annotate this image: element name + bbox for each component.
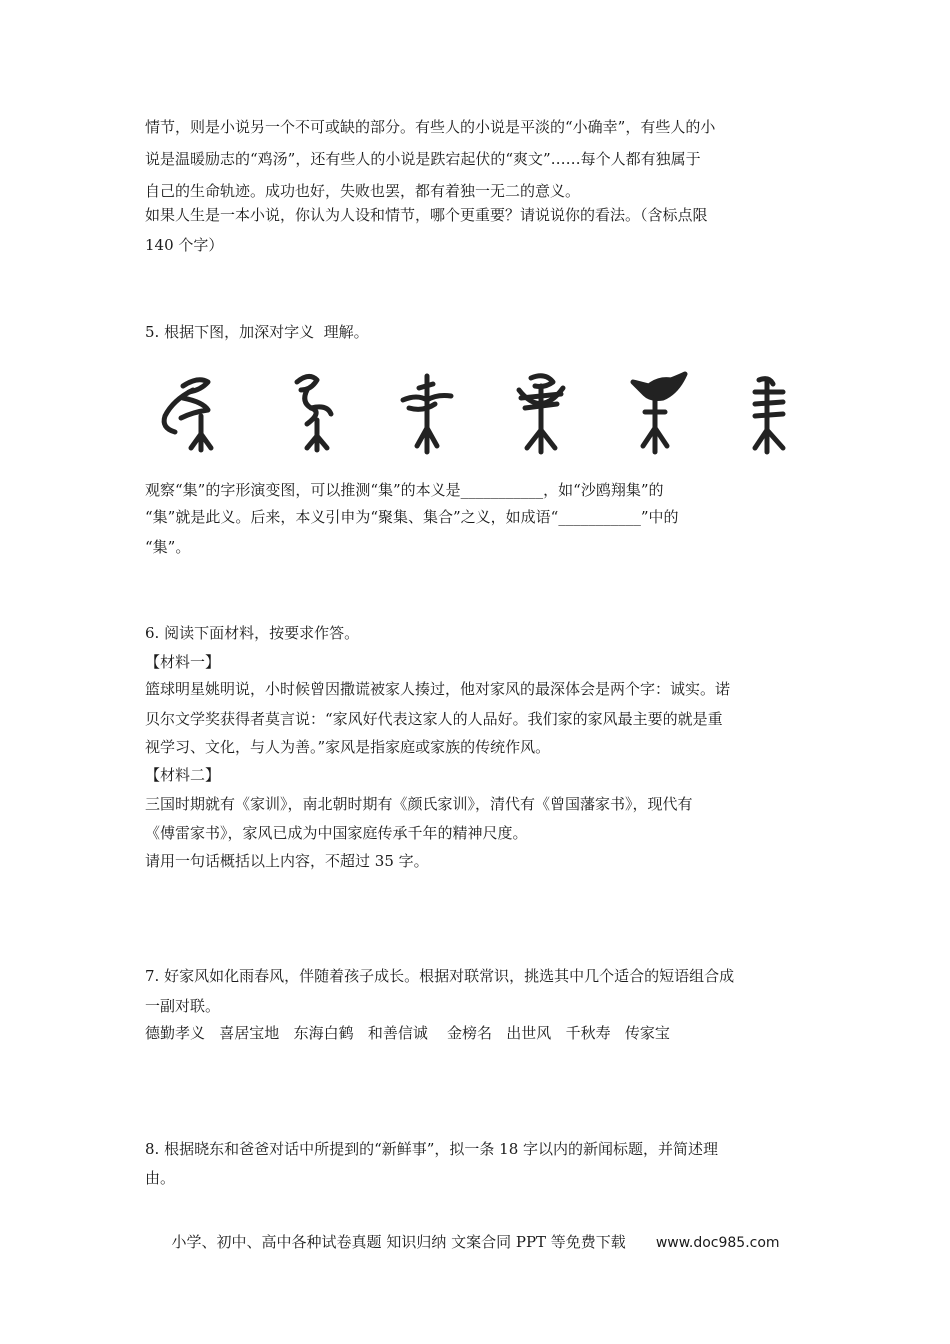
question-5-text: 观察“集”的字形演变图，可以推测“集”的本义是___________，如“沙鸥翔集”的 bbox=[145, 481, 664, 499]
material-2-heading: 【材料二】 bbox=[145, 766, 221, 784]
passage-line: 说是温暖励志的“鸡汤”，还有些人的小说是跌宕起伏的“爽文”……每个人都有独属于 bbox=[145, 150, 701, 168]
material-1-text: 视学习、文化，与人为善。”家风是指家庭或家族的传统作风。 bbox=[145, 738, 551, 756]
question-5-text: “集”就是此义。后来，本义引申为“聚集、集合”之义，如成语“___________”中的 bbox=[145, 508, 679, 526]
glyph-4-icon bbox=[501, 368, 581, 458]
footer-site-link[interactable]: www.doc985.com bbox=[655, 1235, 780, 1251]
glyph-1-icon bbox=[153, 368, 233, 458]
question-6-title: 6. 阅读下面材料，按要求作答。 bbox=[145, 624, 360, 642]
question-7-text: 一副对联。 bbox=[145, 997, 221, 1015]
question-prompt: 140 个字） bbox=[145, 236, 224, 254]
glyph-5-icon bbox=[619, 368, 699, 458]
material-1-text: 贝尔文学奖获得者莫言说：“家风好代表这家人的人品好。我们家的家风最主要的就是重 bbox=[145, 710, 723, 728]
passage-line: 情节，则是小说另一个不可或缺的部分。有些人的小说是平淡的“小确幸”，有些人的小 bbox=[145, 118, 716, 136]
material-1-heading: 【材料一】 bbox=[145, 653, 221, 671]
passage-line: 自己的生命轨迹。成功也好，失败也罢，都有着独一无二的意义。 bbox=[145, 182, 581, 200]
character-evolution-figure bbox=[145, 368, 805, 458]
question-5-text: “集”。 bbox=[145, 538, 191, 556]
material-2-text: 《傅雷家书》，家风已成为中国家庭传承千年的精神尺度。 bbox=[145, 824, 528, 842]
question-8-text: 8. 根据晓东和爸爸对话中所提到的“新鲜事”，拟一条 18 字以内的新闻标题，并简述理 bbox=[145, 1140, 719, 1158]
glyph-3-icon bbox=[389, 368, 469, 458]
footer-text: 小学、初中、高中各种试卷真题 知识归纳 文案合同 PPT 等免费下载 bbox=[171, 1233, 626, 1251]
material-1-text: 篮球明星姚明说，小时候曾因撒谎被家人揍过，他对家风的最深体会是两个字：诚实。诺 bbox=[145, 680, 731, 698]
question-prompt: 如果人生是一本小说，你认为人设和情节，哪个更重要？请说说你的看法。（含标点限 bbox=[145, 206, 708, 224]
question-7-phrases: 德勤孝义 喜居宝地 东海白鹤 和善信诚 金榜名 出世风 千秋寿 传家宝 bbox=[145, 1024, 670, 1042]
material-2-text: 三国时期就有《家训》，南北朝时期有《颜氏家训》，清代有《曾国藩家书》，现代有 bbox=[145, 795, 693, 813]
question-5-title: 5. 根据下图，加深对字义 理解。 bbox=[145, 323, 369, 341]
glyph-6-icon bbox=[733, 368, 813, 458]
question-6-task: 请用一句话概括以上内容，不超过 35 字。 bbox=[145, 852, 429, 870]
page-footer bbox=[162, 1212, 780, 1253]
question-8-text: 由。 bbox=[145, 1169, 176, 1187]
question-7-text: 7. 好家风如化雨春风，伴随着孩子成长。根据对联常识，挑选其中几个适合的短语组合成 bbox=[145, 967, 735, 985]
glyph-2-icon bbox=[277, 368, 357, 458]
